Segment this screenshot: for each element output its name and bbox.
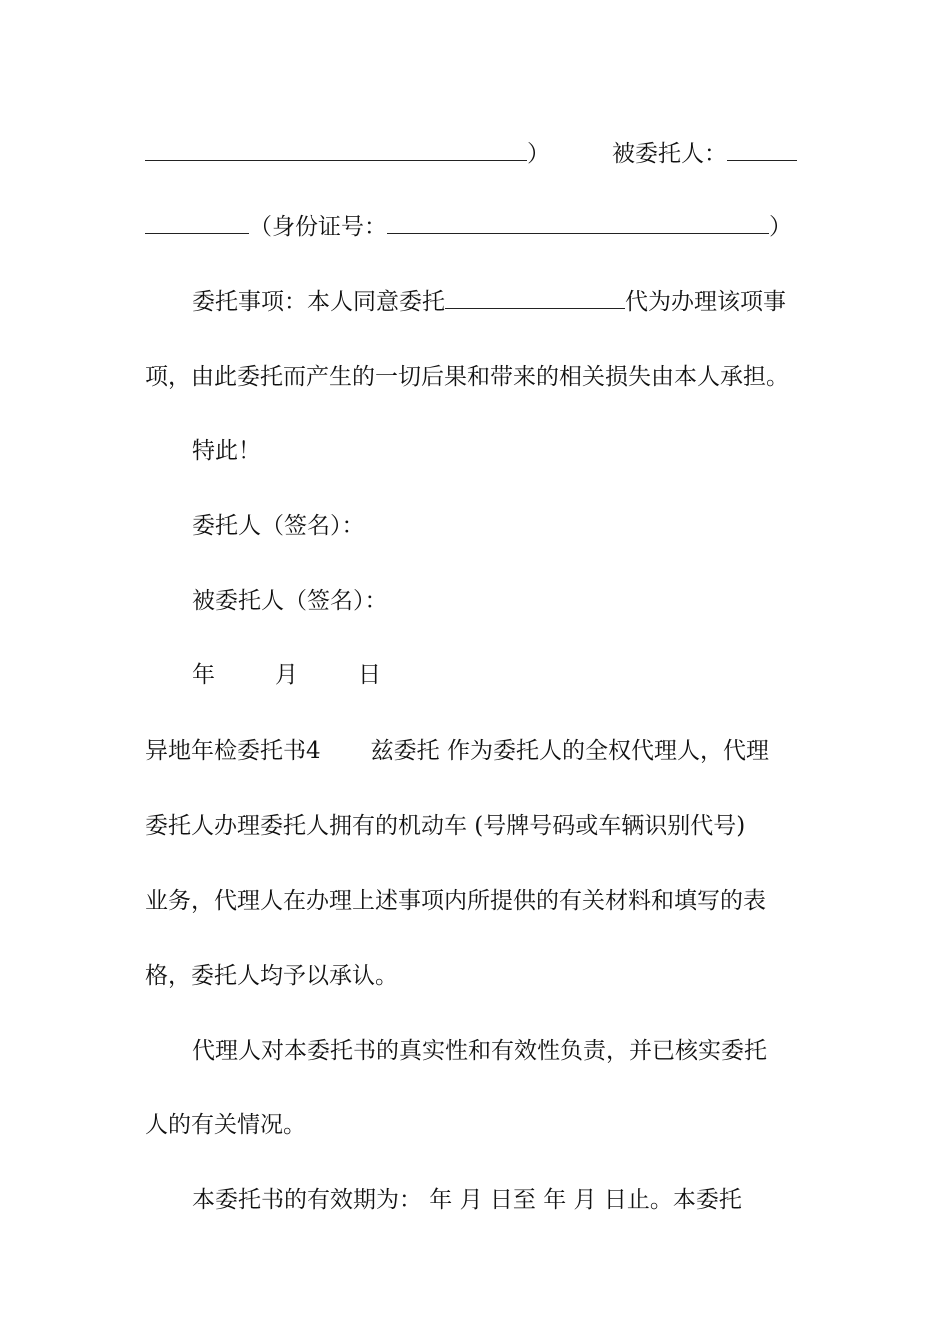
section-4-line-1 [145,736,805,766]
line-agent-header [145,138,805,169]
close-paren: ） [527,141,550,167]
id-blank [145,138,527,161]
entrust-matter-text: 代为办理该项事 [625,289,786,315]
date-line [145,660,852,690]
section-4-line-3: 业务，代理人在办理上述事项内所提供的有关材料和填写的表 [145,888,766,914]
agent-name-blank-cont [145,211,249,234]
agent-signature-label: 被委托人（签名）： [192,588,388,614]
paragraph-3-line-1: 本委托书的有效期为： 年 月 日至 年 月 日止。本委托 [192,1187,742,1213]
entrust-matter-label: 委托事项：本人同意委托 [192,289,445,315]
paragraph-2-line-1: 代理人对本委托书的真实性和有效性负责，并已核实委托 [192,1038,767,1064]
line-agent-id [145,211,805,242]
section-title: 异地年检委托书4 [145,738,321,764]
entrust-matter-line-2: 项，由此委托而产生的一切后果和带来的相关损失由本人承担。 [145,364,789,390]
entrustee-blank [445,286,625,309]
section-text: 兹委托 作为委托人的全权代理人，代理 [370,738,769,764]
date-year: 年 [192,662,215,688]
principal-signature-label: 委托人（签名）： [192,513,365,539]
date-month: 月 [275,662,298,688]
id-label: （身份证号： [249,214,387,240]
agent-id-blank [387,211,769,234]
section-4-line-2: 委托人办理委托人拥有的机动车 (号牌号码或车辆识别代号) [145,813,746,839]
hereby-text: 特此！ [192,438,261,464]
entrust-matter-line-1 [145,286,852,317]
close-paren: ） [769,214,792,240]
section-4-line-4: 格，委托人均予以承认。 [145,963,398,989]
agent-name-blank [727,138,797,161]
paragraph-2-line-2: 人的有关情况。 [145,1112,306,1138]
date-day: 日 [358,662,381,688]
agent-label: 被委托人： [612,141,727,167]
